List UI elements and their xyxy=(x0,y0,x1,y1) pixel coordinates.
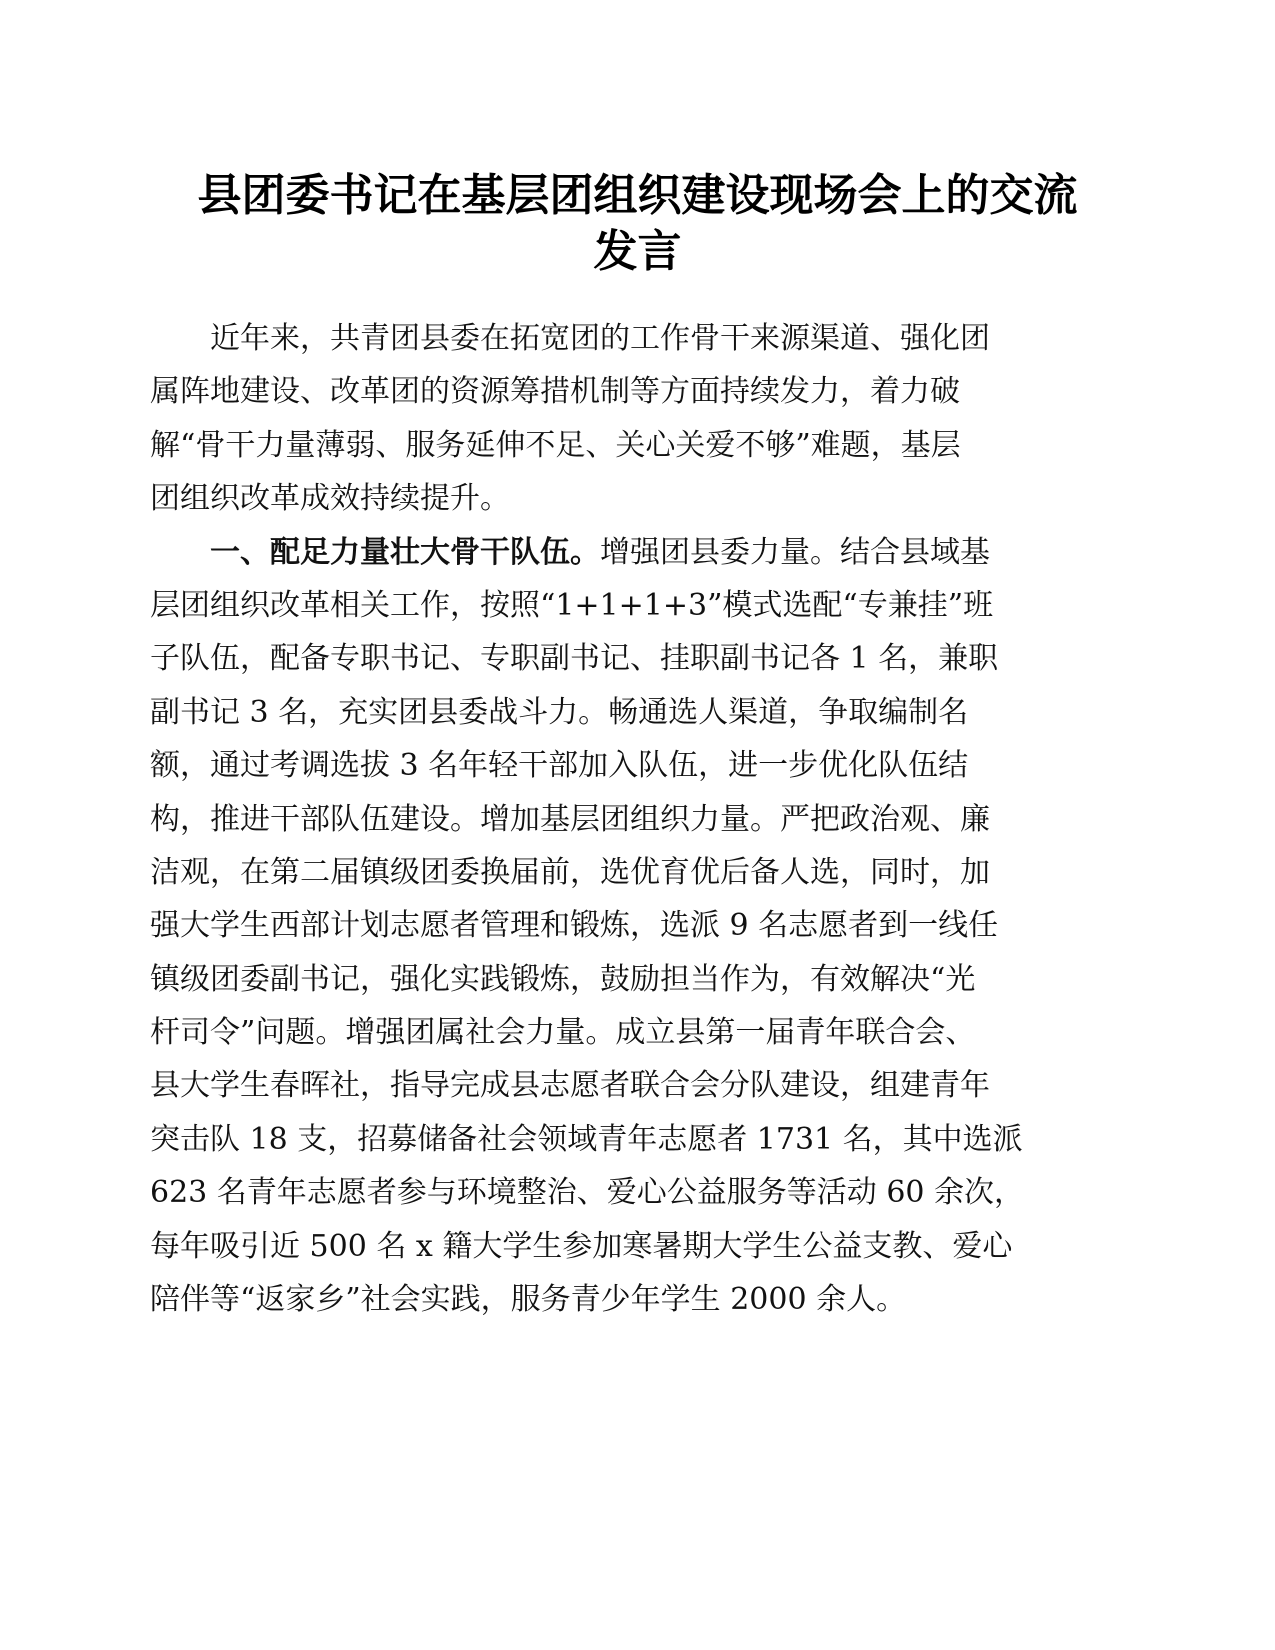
document-body xyxy=(150,312,1102,1326)
text-line: 镇级团委副书记，强化实践锻炼，鼓励担当作为，有效解决“光 xyxy=(150,961,976,997)
text-line: 构，推进干部队伍建设。增加基层团组织力量。严把政治观、廉 xyxy=(150,801,990,837)
text-line: 近年来，共青团县委在拓宽团的工作骨干来源渠道、强化团 xyxy=(210,321,990,356)
paragraph-intro xyxy=(150,312,1102,526)
paragraph-section-1 xyxy=(150,526,1102,1327)
text-line: 洁观，在第二届镇级团委换届前，选优育优后备人选，同时，加 xyxy=(150,854,990,890)
text-line: 额，通过考调选拔 3 名年轻干部加入队伍，进一步优化队伍结 xyxy=(150,748,969,784)
text-line: 层团组织改革相关工作，按照“1+1+1+3”模式选配“专兼挂”班 xyxy=(150,587,994,623)
text-line: 副书记 3 名，充实团县委战斗力。畅通选人渠道，争取编制名 xyxy=(150,694,969,730)
title-line-1: 县团委书记在基层团组织建设现场会上的交流 xyxy=(197,170,1078,221)
text-line: 团组织改革成效持续提升。 xyxy=(150,481,510,517)
text-line xyxy=(150,526,1102,579)
text-line: 623 名青年志愿者参与环境整治、爱心公益服务等活动 60 余次， xyxy=(150,1175,1025,1211)
text-line: 解“骨干力量薄弱、服务延伸不足、关心关爱不够”难题，基层 xyxy=(150,427,961,463)
text-line: 子队伍，配备专职书记、专职副书记、挂职副书记各 1 名，兼职 xyxy=(150,641,999,677)
text-line: 杆司令”问题。增强团属社会力量。成立县第一届青年联合会、 xyxy=(150,1015,976,1051)
text-line: 每年吸引近 500 名 x 籍大学生参加寒暑期大学生公益支教、爱心 xyxy=(150,1228,1013,1264)
text-line: 县大学生春晖社，指导完成县志愿者联合会分队建设，组建青年 xyxy=(150,1068,990,1104)
document-title xyxy=(150,168,1125,280)
text-line: 陪伴等“返家乡”社会实践，服务青少年学生 2000 余人。 xyxy=(150,1282,907,1318)
title-line-2: 发言 xyxy=(593,226,682,277)
text-line: 强大学生西部计划志愿者管理和锻炼，选派 9 名志愿者到一线任 xyxy=(150,908,999,944)
text-line-rest: 增强团县委力量。结合县域基 xyxy=(600,534,990,570)
section-heading: 一、配足力量壮大骨干队伍。 xyxy=(210,534,600,570)
text-line: 属阵地建设、改革团的资源筹措机制等方面持续发力，着力破 xyxy=(150,374,960,410)
text-line: 突击队 18 支，招募储备社会领域青年志愿者 1731 名，其中选派 xyxy=(150,1121,1023,1157)
